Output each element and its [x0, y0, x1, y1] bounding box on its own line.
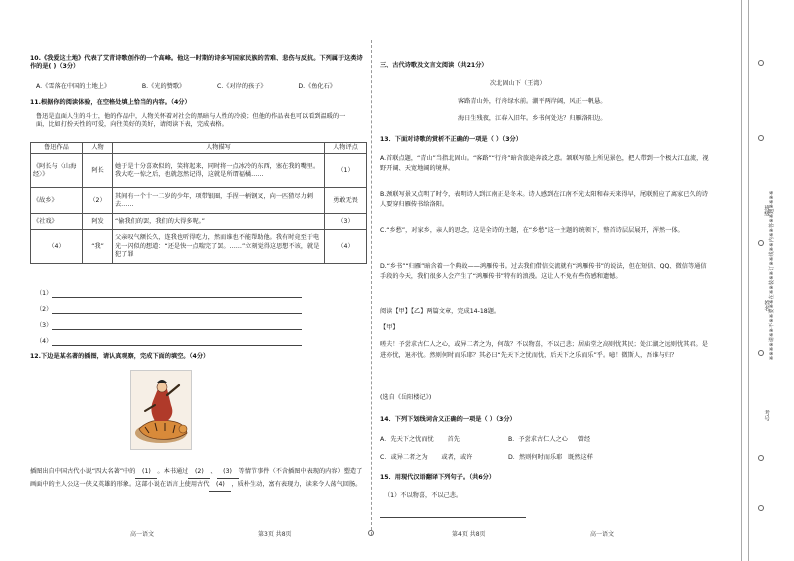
table-cell-blank[interactable]: （2）: [83, 188, 113, 214]
q12-blank-3[interactable]: (3): [217, 466, 239, 479]
page-divider: [371, 40, 372, 535]
q10-option-a[interactable]: A.《雪落在中国的土地上》: [36, 83, 111, 90]
section-3-heading: 三、古代诗歌及文言文阅读（共21分）: [380, 62, 488, 69]
table-cell: 其间有一个十一二岁的少年，项带银圈，手捏一柄钢叉，向一匹猹尽力刺去……: [113, 188, 325, 214]
binding-hole-icon: [368, 530, 374, 536]
q11-blank-label: （2）: [36, 306, 53, 313]
name-field-label: 姓名: [763, 300, 770, 311]
q13-option-d[interactable]: D.“乡书”“归雁”暗含着一个典故——鸿雁传书。过去我们借信交流就有“鸿雁传书”的说法，但在短信、QQ、微信等通信手段的今天，我们很多人会产生了“鸿雁传书”特有的浪漫。这让人不免有些伤感和遗憾。: [380, 263, 707, 281]
poem-line: 海日生残夜，江春入旧年。乡书何处达？归雁洛阳边。: [458, 115, 607, 122]
binding-hole-icon: [758, 505, 764, 511]
binding-sidebar: [741, 0, 794, 561]
table-cell: 父亲叹气额长久，连我也听得吃力，然而谁也不能帮助他。我有时竟至于电光一闪似的想道：“还是快一点喘完了罢。……”立刻觉得这思想不该，就是犯了罪: [113, 230, 325, 264]
tiger-hero-illustration-icon: [131, 371, 193, 451]
table-cell: 勇敢无畏: [325, 188, 367, 214]
q12-blank-1[interactable]: (1): [135, 466, 157, 479]
table-cell: 阿长: [83, 154, 113, 188]
q11-blank-label: （3）: [36, 322, 53, 329]
poem-line: 客路青山外，行舟绿水前。潮平两岸阔，风正一帆悬。: [458, 98, 607, 105]
table-cell: 《阿长与〈山海经〉》: [31, 154, 83, 188]
q13-option-a[interactable]: A.首联点题，“青山”当指北固山。“客路”“行舟”暗含旅途奔波之意。颔联写船上所见景色，把人带到一个极大江直流，视野开阔、天宽地阔的境界。: [380, 155, 709, 173]
table-cell-blank[interactable]: （1）: [325, 154, 367, 188]
binding-hole-icon: [758, 135, 764, 141]
class-field-label: 班级: [763, 205, 770, 216]
q11-table: [30, 142, 367, 264]
q10-option-c[interactable]: C.《对岸的孩子》: [216, 83, 267, 90]
q12-blank-2[interactable]: (2): [188, 466, 210, 479]
table-row: [31, 154, 367, 188]
table-cell: 阿发: [83, 214, 113, 230]
passage-jia-label: 【甲】: [380, 324, 399, 331]
q10-options: [36, 83, 336, 91]
footer-subject: 高一语文: [130, 531, 155, 538]
table-cell: “我”: [83, 230, 113, 264]
q11-blank-label: （4）: [36, 338, 53, 345]
q12-blank-4[interactable]: (4): [209, 479, 231, 492]
q15-item-1: （1）不以物喜，不以己悲。: [384, 492, 463, 499]
table-cell: 《故乡》: [31, 188, 83, 214]
table-cell-blank[interactable]: （4）: [31, 230, 83, 264]
table-cell-blank[interactable]: （3）: [325, 214, 367, 230]
q11-answer-line-1[interactable]: [52, 292, 302, 298]
q11-answer-line-4[interactable]: [52, 340, 302, 346]
q14-option-b[interactable]: B．予尝求古仁人之心 曾经: [508, 436, 591, 443]
q10-option-d[interactable]: D.《鱼化石》: [298, 83, 336, 90]
poem-title: 次北固山下（王湾）: [490, 80, 546, 87]
q11-answer-line-2[interactable]: [52, 308, 302, 314]
table-header: 人物描写: [113, 143, 325, 154]
table-cell-blank[interactable]: （4）: [325, 230, 367, 264]
table-cell: “偷我们的罢，我们的大得多呢。”: [113, 214, 325, 230]
q12-stem: 12.下边是某名著的插图，请认真观察，完成下面的填空。（4分）: [30, 353, 210, 360]
novel-illustration: [130, 370, 192, 450]
table-row: [31, 230, 367, 264]
passage-jia-source: (选自《岳阳楼记》): [380, 394, 432, 401]
q10-stem: 10.《我爱这土地》代表了艾青诗歌创作的一个高峰。他这一时期的诗多写国家民族的苦难、悲伤与反抗。下列属于这类诗作的是( )（3分）: [30, 55, 363, 71]
footer-subject: 高一语文: [590, 531, 615, 538]
table-header: 鲁迅作品: [31, 143, 83, 154]
q11-stem: 11.根据你的阅读体验，在空格处填上恰当的内容。（4分）: [30, 99, 191, 106]
binding-strip: [748, 0, 749, 561]
table-row: [31, 214, 367, 230]
q15-stem: 15．用现代汉语翻译下列句子。（共6分）: [380, 474, 496, 481]
table-header-row: [31, 143, 367, 154]
binding-hole-icon: [758, 455, 764, 461]
footer-page-number: 第4页 共8页: [452, 531, 486, 538]
q15-answer-line[interactable]: [380, 514, 526, 518]
q11-intro: 鲁迅是直面人生的斗士，他的作品中，人物关怀着对社会的黑暗与人性的冷漠；但他的作品表也可以看到温暖的一面，比如打扮天性的可爱，向往美好的美好，请阅读下表，完成表格。: [36, 113, 346, 129]
binding-hole-icon: [758, 60, 764, 66]
q14-option-c[interactable]: C．或异二者之为 或者，或许: [380, 454, 473, 461]
binding-hole-icon: [758, 240, 764, 246]
footer-page-number: 第3页 共8页: [258, 531, 292, 538]
q14-stem: 14．下列下划线词含义正确的一项是（ ）（3分）: [380, 416, 516, 423]
q11-blank-label: （1）: [36, 290, 53, 297]
binding-notice: ※※※※请※※不※※要※※在※※装※※订※※线※※内※※答※※题※※※※: [768, 190, 775, 361]
table-header: 人物评点: [325, 143, 367, 154]
q13-option-c[interactable]: C.“乡愁”，对家乡，亲人的思念，这是全诗的主题，在“乡愁”这一主题的统领下，整首诗层层展开，浑然一体。: [380, 227, 684, 234]
passage-jia-text: 嗟夫！予尝求古仁人之心，或异二者之为，何哉？不以物喜，不以己悲；居庙堂之高则忧其民；处江湖之远则忧其君。是进亦忧，退亦忧。然则何时而乐耶？其必曰“先天下之忧而忧，后天下之乐而乐”乎。噫！微斯人，吾谁与归？: [380, 341, 708, 359]
binding-hole-icon: [758, 350, 764, 356]
exam-number-field-label: 考号: [763, 410, 770, 421]
q11-answer-line-3[interactable]: [52, 324, 302, 330]
table-cell: 她于是十分喜欢似的，笑将起来，同时将一点冰冷的东西，塞在我的嘴里。我大吃一惊之后，也就忽然记得，这就是所谓福橘……: [113, 154, 325, 188]
q13-stem: 13．下面对诗歌的赏析不正确的一项是（ ）（3分）: [380, 136, 522, 143]
table-cell: 《社戏》: [31, 214, 83, 230]
q12-fill-in-text: 插图出自中国古代小说“四大名著”中的 (1) 。本书通过 (2) 、 (3) 等情节事件（不含插图中表现的内容）塑造了画面中的主人公这一侠义英雄的形象。这部小说在语言上使用古代 (4) ，质朴生动，富有表现力，读来令人荡气回肠。: [30, 466, 365, 492]
table-header: 人物: [83, 143, 113, 154]
q13-option-b[interactable]: B.颈联写景又点明了时令，表明诗人到江南正是冬末。诗人感到在江南不光太阳和春天来得早，尾联照应了离家已久的诗人要穿归雁传书给洛阳。: [380, 191, 708, 209]
reading-instruction: 阅读【甲】【乙】两篇文章，完成14-18题。: [380, 308, 501, 315]
q14-option-d[interactable]: D．然则何时而乐耶 既然这样: [508, 454, 593, 461]
table-row: [31, 188, 367, 214]
q14-option-a[interactable]: A．先天下之忧而忧 首先: [380, 436, 460, 443]
q10-option-b[interactable]: B.《光的赞歌》: [141, 83, 186, 90]
